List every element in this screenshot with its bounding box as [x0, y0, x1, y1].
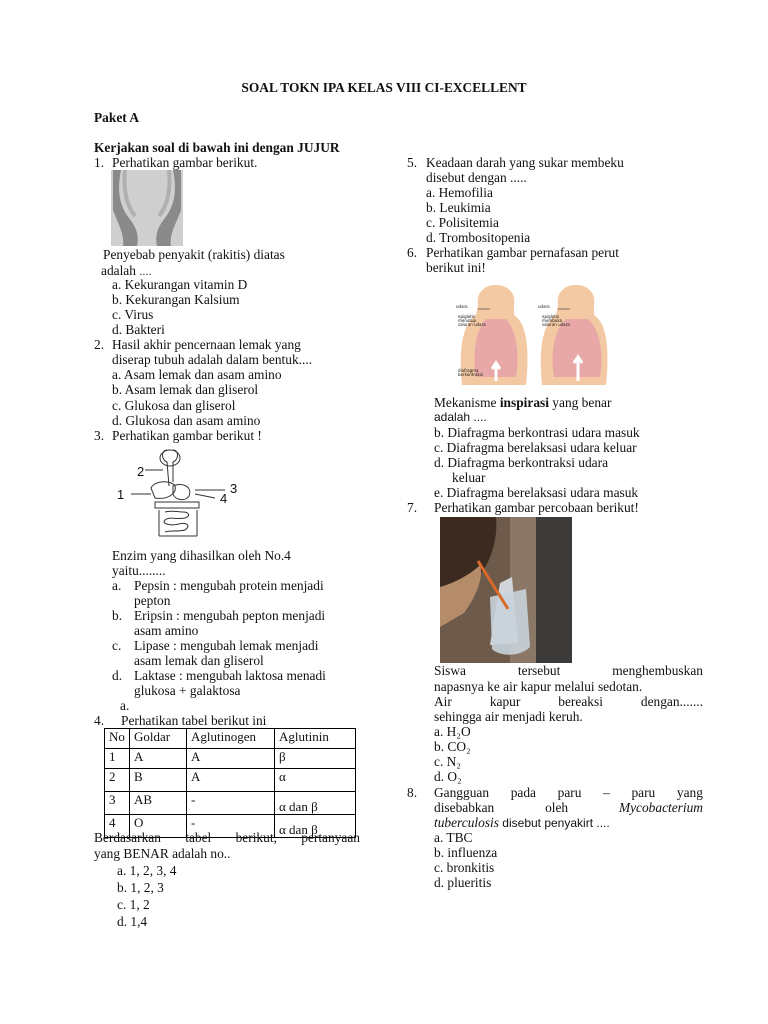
table-cell: A: [130, 749, 187, 769]
table-header: No: [105, 729, 130, 749]
table-cell: AB: [130, 792, 187, 815]
q3-option-b-label: b.: [112, 608, 123, 623]
q6-option-c: c. Diafragma berelaksasi udara keluar: [434, 440, 637, 455]
q1-option-b: b. Kekurangan Kalsium: [112, 292, 240, 307]
q8-option-b: b. influenza: [434, 845, 498, 860]
q8-number: 8.: [407, 785, 418, 800]
q4-option-b: b. 1, 2, 3: [117, 880, 164, 895]
q7-stem-1: Siswa tersebut menghembuskan: [434, 663, 703, 678]
label-epiglottis-open: epiglotis membuka saluran udara: [542, 314, 570, 327]
q7-option-c: c. N₂: [434, 754, 461, 769]
q1-stem-1: Penyebab penyakit (rakitis) diatas: [103, 247, 285, 262]
q3-stem-2: yaitu........: [112, 563, 166, 578]
table-cell: α dan β: [275, 792, 356, 815]
table-header: Goldar: [130, 729, 187, 749]
table-cell: 3: [105, 792, 130, 815]
blood-type-table: [104, 728, 356, 838]
q2-option-a: a. Asam lemak dan asam amino: [112, 367, 282, 382]
q8-option-d: d. plueritis: [434, 875, 492, 890]
table-cell: β: [275, 749, 356, 769]
label-udara-1: udara: [456, 304, 468, 309]
table-row: [105, 792, 356, 815]
q1-option-c: c. Virus: [112, 307, 154, 322]
label-udara-2: udara: [538, 304, 550, 309]
q8-line-1: Gangguan pada paru – paru yang: [434, 785, 703, 800]
q4-number: 4.: [94, 713, 105, 728]
q3-option-c-1: Lipase : mengubah lemak menjadi: [134, 638, 319, 653]
table-cell: -: [187, 815, 275, 838]
q3-option-d-1: Laktase : mengubah laktosa menadi: [134, 668, 326, 683]
q7-option-b: b. CO₂: [434, 739, 471, 754]
label-diafragma: diafragma berkontraksi: [458, 368, 483, 377]
paket-label: Paket A: [94, 110, 140, 125]
q3-option-a-2: pepton: [134, 593, 171, 608]
q7-stem-2: napasnya ke air kapur melalui sedotan.: [434, 679, 643, 694]
q7-number: 7.: [407, 500, 418, 515]
q6-stem-2: adalah ....: [434, 410, 487, 424]
table-cell: -: [187, 792, 275, 815]
q5-option-b: b. Leukimia: [426, 200, 491, 215]
q3-option-b-1: Eripsin : mengubah pepton menjadi: [134, 608, 326, 623]
q4-stem-1: Berdasarkan tabel berikut, pertanyaan: [94, 830, 360, 845]
q3-option-b-2: asam amino: [134, 623, 199, 638]
q2-option-c: c. Glukosa dan gliserol: [112, 398, 236, 413]
q5-line-1: Keadaan darah yang sukar membeku: [426, 155, 624, 170]
q3-text: Perhatikan gambar berikut !: [112, 428, 262, 443]
q6-line-1: Perhatikan gambar pernafasan perut: [426, 245, 619, 260]
q8-option-a: a. TBC: [434, 830, 473, 845]
experiment-photo: [440, 517, 572, 663]
q8-line-3: tuberculosis disebut penyakirt ....: [434, 815, 610, 830]
q3-option-c-2: asam lemak dan gliserol: [134, 653, 264, 668]
q5-option-a: a. Hemofilia: [426, 185, 493, 200]
table-header-row: [105, 729, 356, 749]
q2-number: 2.: [94, 337, 105, 352]
q3-option-a-label: a.: [112, 578, 122, 593]
diagram-label-2: 2: [137, 464, 145, 479]
q7-stem-3: Air kapur bereaksi dengan.......: [434, 694, 703, 709]
table-cell: 4: [105, 815, 130, 838]
q6-number: 6.: [407, 245, 418, 260]
q7-option-d: d. O₂: [434, 769, 462, 784]
q6-option-d: d. Diafragma berkontraksi udara: [434, 455, 609, 470]
diagram-label-3: 3: [230, 481, 238, 496]
q3-option-d-2: glukosa + galaktosa: [134, 683, 241, 698]
q6-option-b: b. Diafragma berkontrasi udara masuk: [434, 425, 640, 440]
q1-option-a: a. Kekurangan vitamin D: [112, 277, 248, 292]
q4-option-d: d. 1,4: [117, 914, 148, 929]
q3-option-d-label: d.: [112, 668, 123, 683]
q4-stem-2: yang BENAR adalah no..: [94, 846, 231, 861]
breathing-diagram: [456, 285, 618, 385]
legs-image: [111, 170, 183, 246]
diagram-label-4: 4: [220, 491, 228, 506]
q5-option-c: c. Polisitemia: [426, 215, 499, 230]
q3-number: 3.: [94, 428, 105, 443]
q5-option-d: d. Trombositopenia: [426, 230, 531, 245]
q1-stem-2: adalah ....: [101, 263, 152, 278]
q2-line-1: Hasil akhir pencernaan lemak yang: [112, 337, 301, 352]
instruction: Kerjakan soal di bawah ini dengan JUJUR: [94, 140, 340, 155]
table-row: [105, 769, 356, 792]
table-header: Aglutinin: [275, 729, 356, 749]
q2-line-2: diserap tubuh adalah dalam bentuk....: [112, 352, 313, 367]
table-cell: α: [275, 769, 356, 792]
q5-number: 5.: [407, 155, 418, 170]
table-cell: B: [130, 769, 187, 792]
q1-text: Perhatikan gambar berikut.: [112, 155, 258, 170]
q2-option-d: d. Glukosa dan asam amino: [112, 413, 261, 428]
label-epiglottis-close: epiglotis menutup saluran udara: [458, 314, 486, 327]
table-header: Aglutinogen: [187, 729, 275, 749]
q4-text: Perhatikan tabel berikut ini: [121, 713, 267, 728]
q5-line-2: disebut dengan .....: [426, 170, 527, 185]
q4-option-a: a. 1, 2, 3, 4: [117, 863, 177, 878]
table-cell: A: [187, 769, 275, 792]
table-cell: 1: [105, 749, 130, 769]
q7-text: Perhatikan gambar percobaan berikut!: [434, 500, 639, 515]
diagram-label-1: 1: [117, 487, 125, 502]
q8-line-2: disebabkan oleh Mycobacterium: [434, 800, 703, 815]
table-cell: O: [130, 815, 187, 838]
q6-option-d-cont: keluar: [452, 470, 486, 485]
q7-stem-4: sehingga air menjadi keruh.: [434, 709, 583, 724]
page-title: SOAL TOKN IPA KELAS VIII CI-EXCELLENT: [241, 80, 527, 95]
q4-option-c: c. 1, 2: [117, 897, 150, 912]
q3-option-c-label: c.: [112, 638, 122, 653]
q3-stem-1: Enzim yang dihasilkan oleh No.4: [112, 548, 291, 563]
q1-option-d: d. Bakteri: [112, 322, 165, 337]
table-cell: 2: [105, 769, 130, 792]
q8-option-c: c. bronkitis: [434, 860, 495, 875]
table-row: [105, 749, 356, 769]
q6-option-e: e. Diafragma berelaksasi udara masuk: [434, 485, 639, 500]
q3-option-a-1: Pepsin : mengubah protein menjadi: [134, 578, 324, 593]
q2-option-b: b. Asam lemak dan gliserol: [112, 382, 259, 397]
q3-extra: a.: [120, 698, 130, 713]
q6-stem-1: Mekanisme inspirasi yang benar: [434, 395, 612, 410]
table-cell: A: [187, 749, 275, 769]
q7-option-a: a. H₂O: [434, 724, 471, 739]
q1-number: 1.: [94, 155, 105, 170]
q6-line-2: berikut ini!: [426, 260, 486, 275]
table-cell: α dan β: [275, 815, 356, 838]
